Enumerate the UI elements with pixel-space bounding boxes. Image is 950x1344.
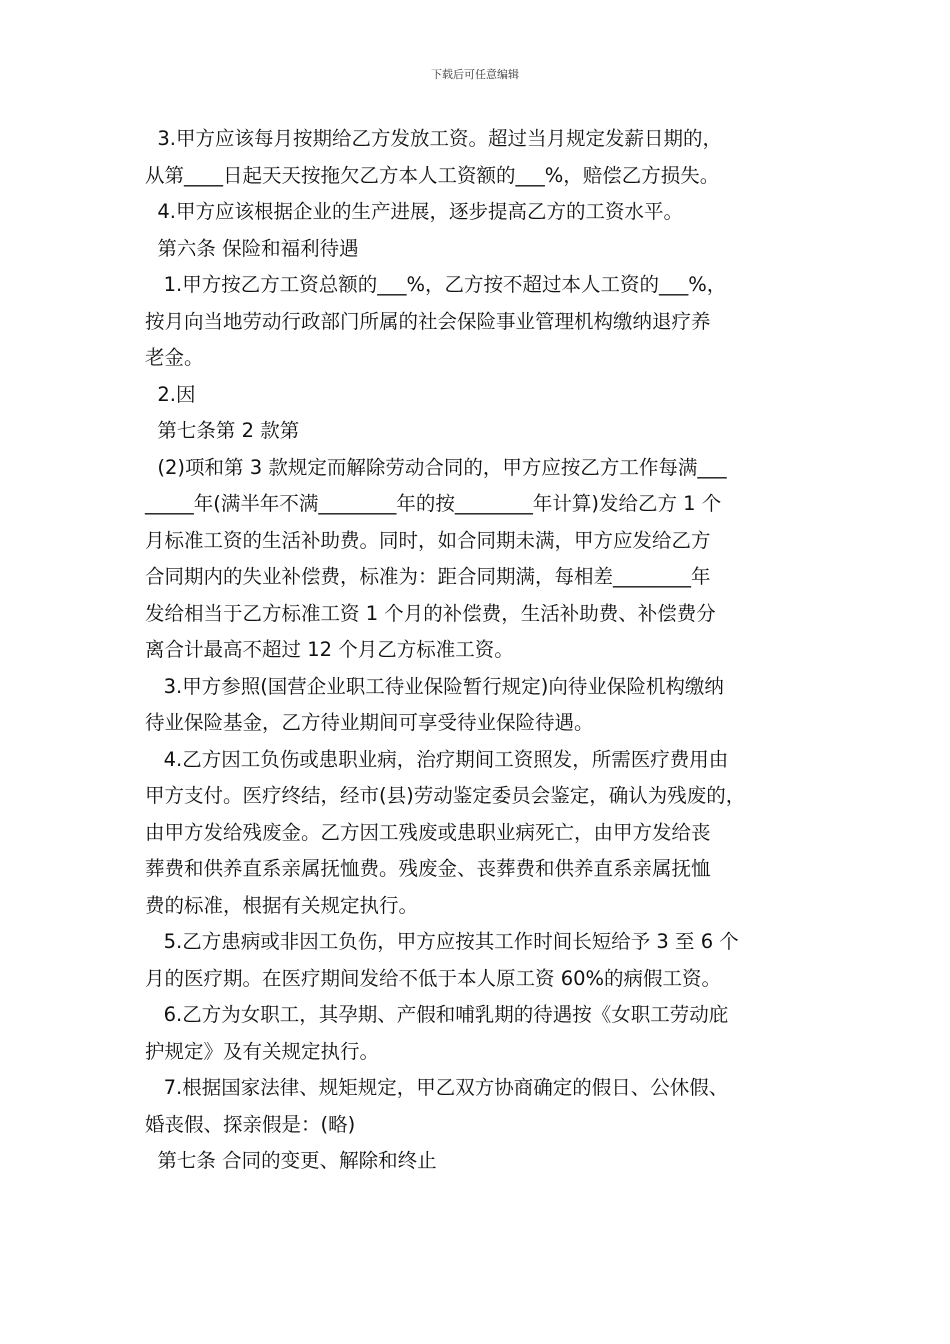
- text-line: 6.乙方为女职工，其孕期、产假和哺乳期的待遇按《女职工劳动庇: [145, 1003, 729, 1026]
- text-line: (2)项和第 3 款规定而解除劳动合同的，甲方应按乙方工作每满___: [145, 455, 727, 479]
- section-heading: 第七条 合同的变更、解除和终止: [145, 1149, 437, 1172]
- text-line: 月标准工资的生活补助费。同时，如合同期未满，甲方应发给乙方: [145, 528, 711, 552]
- text-line: 4.乙方因工负伤或患职业病，治疗期间工资照发，所需医疗费用由: [145, 747, 729, 771]
- text-line: 月的医疗期。在医疗期间发给不低于本人原工资 60%的病假工资。: [145, 966, 722, 990]
- text-line: 发给相当于乙方标准工资 1 个月的补偿费，生活补助费、补偿费分: [145, 601, 716, 625]
- text-line: 按月向当地劳动行政部门所属的社会保险事业管理机构缴纳退疗养: [145, 309, 711, 333]
- text-line: 5.乙方患病或非因工负伤，甲方应按其工作时间长短给予 3 至 6 个: [145, 930, 739, 953]
- text-line: 婚丧假、探亲假是：(略): [145, 1112, 356, 1136]
- text-line: 待业保险基金，乙方待业期间可享受待业保险待遇。: [145, 711, 594, 734]
- text-line: 老金。: [145, 346, 204, 369]
- text-line: 4.甲方应该根据企业的生产进展，逐步提高乙方的工资水平。: [145, 200, 684, 223]
- text-line: 3.甲方应该每月按期给乙方发放工资。超过当月规定发薪日期的，: [145, 127, 723, 150]
- text-line: 3.甲方参照(国营企业职工待业保险暂行规定)向待业保险机构缴纳: [145, 674, 724, 698]
- text-line: 2.因: [145, 382, 196, 406]
- text-line: 由甲方发给残废金。乙方因工残废或患职业病死亡，由甲方发给丧: [145, 820, 711, 844]
- page-header: 下载后可任意编辑: [431, 68, 519, 81]
- text-line: 离合计最高不超过 12 个月乙方标准工资。: [145, 638, 514, 661]
- section-heading: 第六条 保险和福利待遇: [145, 236, 359, 260]
- text-line: 护规定》及有关规定执行。: [145, 1039, 380, 1063]
- text-line: 葬费和供养直系亲属抚恤费。残废金、丧葬费和供养直系亲属抚恤: [145, 857, 711, 880]
- text-line: 1.甲方按乙方工资总额的___%，乙方按不超过本人工资的___%，: [145, 273, 727, 296]
- text-line: 合同期内的失业补偿费，标准为：距合同期满，每相差________年: [145, 565, 711, 588]
- document-body: [145, 121, 810, 1180]
- text-line: _____年(满半年不满________年的按________年计算)发给乙方 1 个: [145, 492, 722, 515]
- text-line: 7.根据国家法律、规矩规定，甲乙双方协商确定的假日、公休假、: [145, 1076, 729, 1099]
- text-line: 第七条第 2 款第: [145, 419, 300, 442]
- text-line: 费的标准，根据有关规定执行。: [145, 893, 419, 917]
- text-line: 甲方支付。医疗终结，经市(县)劳动鉴定委员会鉴定，确认为残废的，: [145, 784, 746, 807]
- text-line: 从第____日起天天按拖欠乙方本人工资额的___%，赔偿乙方损失。: [145, 163, 720, 187]
